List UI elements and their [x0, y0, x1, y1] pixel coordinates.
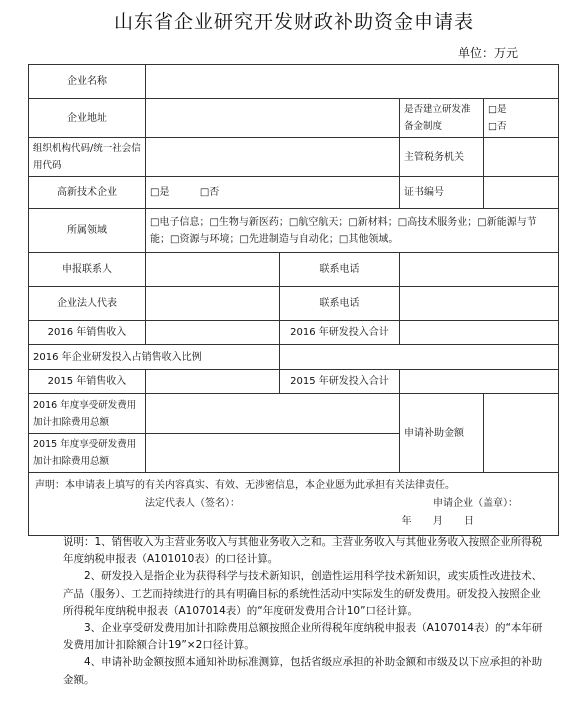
row-sales-2015	[29, 370, 559, 394]
sales-2016-label: 2016 年销售收入	[29, 321, 146, 345]
row-field	[29, 209, 559, 253]
rd-2016-field[interactable]	[400, 321, 559, 345]
row-rd-ratio-2016	[29, 345, 559, 370]
deduct-2015-field[interactable]	[146, 434, 400, 473]
company-seal[interactable]: 申请企业（盖章）：	[433, 498, 518, 509]
org-code-field[interactable]	[146, 138, 400, 177]
field-options[interactable]: □电子信息；□生物与新医药；□航空航天；□新材料；□高技术服务业；□新能源与节能；□资源与环境；□先进制造与自动化；□其他领域。	[146, 209, 559, 253]
phone-field[interactable]	[400, 253, 559, 287]
sales-2015-label: 2015 年销售收入	[29, 370, 146, 394]
company-address-field[interactable]	[146, 99, 400, 138]
sales-2015-field[interactable]	[146, 370, 280, 394]
legal-rep-label: 企业法人代表	[29, 287, 146, 321]
declaration-cell	[29, 473, 559, 536]
sales-2016-field[interactable]	[146, 321, 280, 345]
deduct-2016-label: 2016 年度享受研发费用加计扣除费用总额	[29, 394, 146, 434]
rd-2015-field[interactable]	[400, 370, 559, 394]
cert-no-label: 证书编号	[400, 177, 484, 209]
phone-label: 联系电话	[280, 253, 400, 287]
company-name-field[interactable]	[146, 65, 559, 99]
rd-ratio-2016-field[interactable]	[280, 345, 559, 370]
note-2: 2、研发投入是指企业为获得科学与技术新知识，创造性运用科学技术新知识，或实质性改进技术、产品（服务）、工艺而持续进行的具有明确目标的系统性活动中实际发生的研发费用。研发投入按照企业所得税年度纳税申报表（A107014表）的“年度研发费用合计10”口径计算。	[63, 570, 543, 617]
signature-line	[35, 495, 552, 513]
deduct-2016-field[interactable]	[146, 394, 400, 434]
rd-reserve-options	[484, 99, 559, 138]
note-1: 说明：1、销售收入为主营业务收入与其他业务收入之和。主营业务收入与其他业务收入按照企业所得税年度纳税申报表（A101010表）的口径计算。	[63, 536, 543, 566]
subsidy-amount-field[interactable]	[484, 394, 559, 473]
hightech-yes-checkbox[interactable]: □是	[150, 187, 170, 198]
rd-ratio-2016-label: 2016 年企业研发投入占销售收入比例	[29, 345, 280, 370]
rd-reserve-yes-checkbox[interactable]: □是	[488, 104, 507, 115]
phone2-field[interactable]	[400, 287, 559, 321]
rd-2016-label: 2016 年研发投入合计	[280, 321, 400, 345]
hightech-options	[146, 177, 400, 209]
legal-rep-signature[interactable]: 法定代表人（签名）：	[145, 498, 240, 509]
hightech-no-checkbox[interactable]: □否	[199, 187, 220, 198]
row-sales-2016	[29, 321, 559, 345]
hightech-label: 高新技术企业	[29, 177, 146, 209]
contact-label: 申报联系人	[29, 253, 146, 287]
contact-field[interactable]	[146, 253, 280, 287]
company-address-label: 企业地址	[29, 99, 146, 138]
row-org-code	[29, 138, 559, 177]
notes-section	[63, 534, 549, 689]
row-company-name	[29, 65, 559, 99]
declaration-text: 声明：本申请表上填写的有关内容真实、有效、无涉密信息，本企业愿为此承担有关法律责任。	[35, 480, 455, 491]
phone2-label: 联系电话	[280, 287, 400, 321]
rd-2015-label: 2015 年研发投入合计	[280, 370, 400, 394]
cert-no-field[interactable]	[484, 177, 559, 209]
application-form-table	[28, 64, 559, 536]
tax-authority-field[interactable]	[484, 138, 559, 177]
company-name-label: 企业名称	[29, 65, 146, 99]
declaration-date[interactable]: 年 月 日	[401, 516, 474, 527]
rd-reserve-no-checkbox[interactable]: □否	[488, 121, 507, 132]
subsidy-amount-label: 申请补助金额	[400, 394, 484, 473]
row-company-address	[29, 99, 559, 138]
row-legal-rep	[29, 287, 559, 321]
legal-rep-field[interactable]	[146, 287, 280, 321]
note-3: 3、企业享受研发费用加计扣除费用总额按照企业所得税年度纳税申报表（A107014表）的“本年研发费用加计扣除额合计19”×2口径计算。	[63, 622, 543, 652]
org-code-label: 组织机构代码/统一社会信用代码	[29, 138, 146, 177]
field-label: 所属领域	[29, 209, 146, 253]
row-hightech	[29, 177, 559, 209]
unit-label: 单位：万元	[457, 46, 518, 60]
tax-authority-label: 主管税务机关	[400, 138, 484, 177]
row-deduct-2016	[29, 394, 559, 434]
form-title: 山东省企业研究开发财政补助资金申请表	[113, 11, 474, 33]
deduct-2015-label: 2015 年度享受研发费用加计扣除费用总额	[29, 434, 146, 473]
rd-reserve-label: 是否建立研发准备金制度	[400, 99, 484, 138]
note-4: 4、申请补助金额按照本通知补助标准测算，包括省级应承担的补助金额和市级及以下应承担的补助金额。	[63, 656, 543, 686]
row-declaration	[29, 473, 559, 536]
row-contact	[29, 253, 559, 287]
